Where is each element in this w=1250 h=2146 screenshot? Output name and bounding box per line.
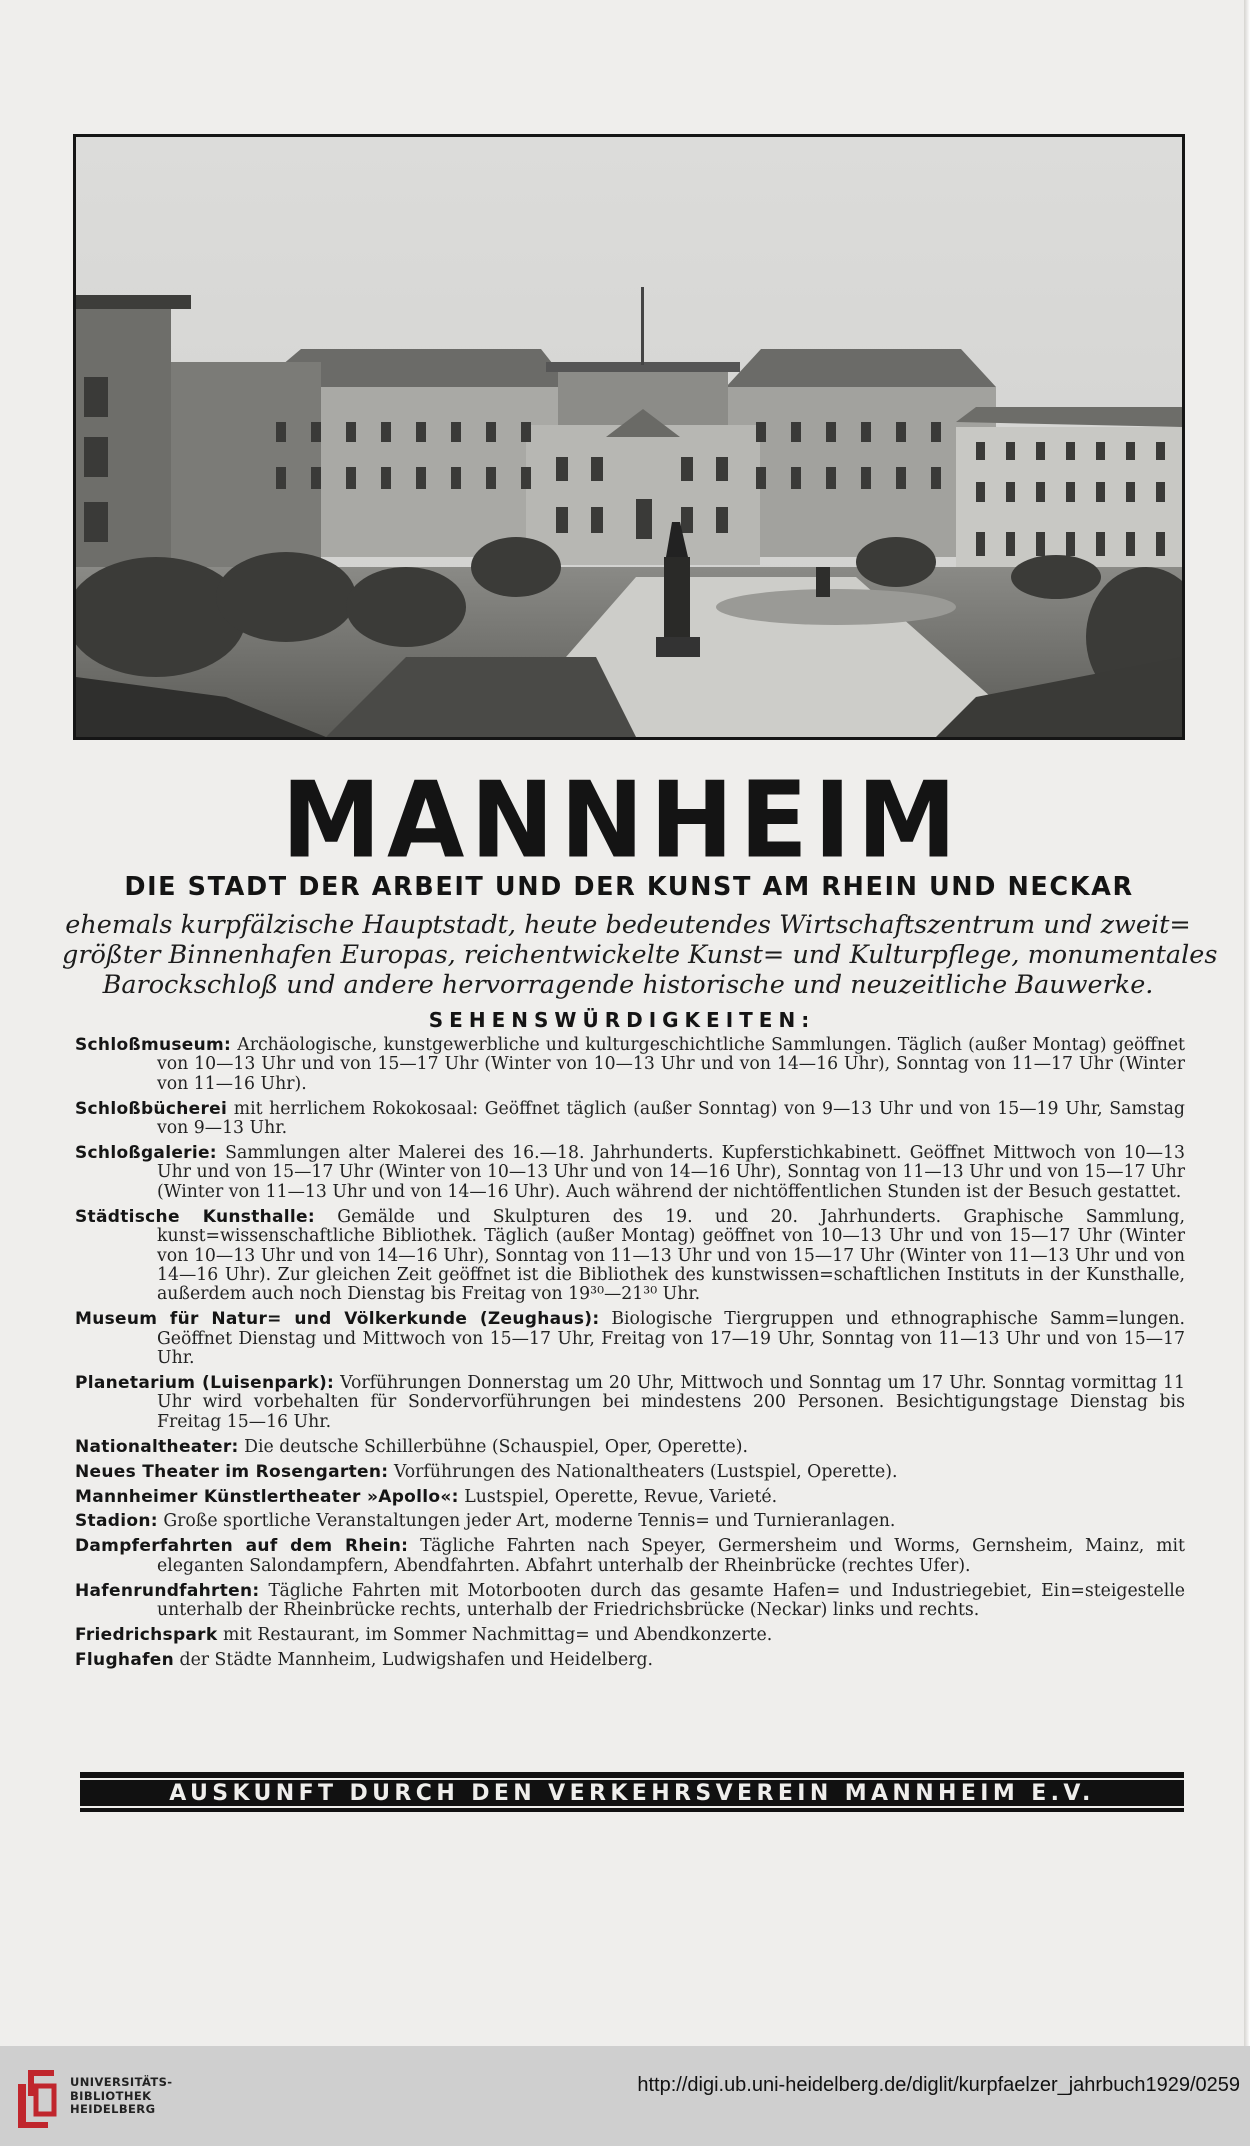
- intro-paragraph: [62, 910, 1218, 1000]
- intro-line: ehemals kurpfälzische Hauptstadt, heute bedeutendes Wirtschaftszentrum und zweit=: [65, 910, 1191, 940]
- list-item: [75, 1537, 1185, 1576]
- list-item: [75, 1374, 1185, 1432]
- entry-text: Tägliche Fahrten nach Speyer, Germersheim und Worms, Gernsheim, Mainz, mit eleganten Salondampfern, Abendfahrten. Abfahrt unterhalb der Rheinbrücke (rechtes Ufer).: [157, 1536, 1185, 1576]
- list-item: [75, 1144, 1185, 1202]
- library-logo-icon[interactable]: [14, 2066, 58, 2128]
- entry-name: Nationaltheater:: [75, 1436, 239, 1457]
- entry-name: Neues Theater im Rosengarten:: [75, 1461, 389, 1482]
- list-item: [75, 1651, 1185, 1670]
- entry-name: Mannheimer Künstlertheater »Apollo«:: [75, 1486, 459, 1507]
- info-banner: [80, 1772, 1184, 1812]
- entry-name: Schloßbücherei: [75, 1098, 228, 1119]
- entry-text: Biologische Tiergruppen und ethnographische Samm=lungen. Geöffnet Dienstag und Mittwoch von 15—17 Uhr, Freitag von 17—19 Uhr, Sonntag von 11—13 Uhr und von 15—17 Uhr.: [157, 1309, 1185, 1369]
- entry-name: Stadion:: [75, 1511, 158, 1532]
- list-item: [75, 1100, 1185, 1139]
- entry-name: Friedrichspark: [75, 1624, 218, 1645]
- page-edge: [1244, 0, 1250, 2046]
- entry-text: Lustspiel, Operette, Revue, Varieté.: [464, 1486, 778, 1507]
- city-title: MANNHEIM: [281, 759, 963, 882]
- sights-list: [75, 1036, 1185, 1676]
- entry-text: Große sportliche Veranstaltungen jeder Art, moderne Tennis= und Turnieranlagen.: [163, 1511, 896, 1532]
- entry-name: Dampferfahrten auf dem Rhein:: [75, 1536, 409, 1557]
- entry-name: Schloßgalerie:: [75, 1143, 217, 1164]
- entry-name: Flughafen: [75, 1649, 175, 1670]
- entry-name: Planetarium (Luisenpark):: [75, 1373, 335, 1393]
- entry-text: mit herrlichem Rokokosaal: Geöffnet täglich (außer Sonntag) von 9—13 Uhr und von 15—19 Uhr, Samstag von 9—13 Uhr.: [157, 1098, 1185, 1139]
- entry-text: Sammlungen alter Malerei des 16.—18. Jahrhunderts. Kupferstichkabinett. Geöffnet Mittwoch von 10—13 Uhr und von 15—17 Uhr (Winter von 10—13 Uhr und von 14—16 Uhr), Sonntag von 11—13 Uhr und von 15—17 Uhr (Winter von 11—13 Uhr und von 14—16 Uhr). Auch während der nichtöffentlichen Stunden ist der Besuch gestattet.: [157, 1143, 1185, 1202]
- list-item: [75, 1582, 1185, 1621]
- entry-name: Hafenrundfahrten:: [75, 1580, 260, 1601]
- entry-text: der Städte Mannheim, Ludwigshafen und Heidelberg.: [179, 1649, 654, 1670]
- library-name-line: BIBLIOTHEK: [70, 2088, 152, 2103]
- library-name: [70, 2076, 230, 2117]
- entry-name: Städtische Kunsthalle:: [75, 1206, 315, 1227]
- list-item: [75, 1208, 1185, 1305]
- intro-line: größter Binnenhafen Europas, reichentwickelte Kunst= und Kulturpflege, monumentales: [62, 940, 1218, 970]
- entry-text: Vorführungen des Nationaltheaters (Lustspiel, Operette).: [393, 1461, 898, 1482]
- list-item: [75, 1438, 1185, 1457]
- entry-text: Gemälde und Skulpturen des 19. und 20. Jahrhunderts. Graphische Sammlung, kunst=wissenschaftliche Bibliothek. Täglich (außer Montag) geöffnet von 10—13 Uhr und von 15—17 Uhr (Winter von 10—13 Uhr und von 14—16 Uhr), Sonntag von 11—13 Uhr und von 15—17 Uhr (Winter von 11—13 Uhr und von 14—16 Uhr). Zur gleichen Zeit geöffnet ist die Bibliothek des kunstwissen=schaftlichen Instituts in der Kunsthalle, außerdem auch noch Dienstag bis Freitag von 19³⁰—21³⁰ Uhr.: [157, 1206, 1185, 1305]
- palace-photograph: [73, 134, 1185, 740]
- list-item: [75, 1310, 1185, 1368]
- info-banner-text: AUSKUNFT DURCH DEN VERKEHRSVEREIN MANNHEIM E.V.: [80, 1778, 1184, 1808]
- entry-name: Museum für Natur= und Völkerkunde (Zeughaus):: [75, 1309, 600, 1330]
- tagline: DIE STADT DER ARBEIT UND DER KUNST AM RHEIN UND NECKAR: [124, 872, 1134, 902]
- entry-text: Tägliche Fahrten mit Motorbooten durch das gesamte Hafen= und Industriegebiet, Ein=steigestelle unterhalb der Rheinbrücke rechts, unterhalb der Friedrichsbrücke (Neckar) links und rechts.: [157, 1580, 1185, 1621]
- entry-text: Die deutsche Schillerbühne (Schauspiel, Oper, Operette).: [244, 1436, 748, 1457]
- list-item: [75, 1512, 1185, 1531]
- sights-heading: SEHENSWÜRDIGKEITEN:: [428, 1008, 816, 1032]
- library-name-line: UNIVERSITÄTS-: [70, 2075, 173, 2089]
- list-item: [75, 1036, 1185, 1094]
- entry-text: Archäologische, kunstgewerbliche und kulturgeschichtliche Sammlungen. Täglich (außer Montag) geöffnet von 10—13 Uhr und von 15—17 Uhr (Winter von 10—13 Uhr und von 14—16 Uhr), Sonntag von 11—17 Uhr (Winter von 11—16 Uhr).: [157, 1035, 1185, 1094]
- entry-name: Schloßmuseum:: [75, 1035, 232, 1055]
- list-item: [75, 1488, 1185, 1507]
- list-item: [75, 1463, 1185, 1482]
- intro-line: Barockschloß und andere hervorragende historische und neuzeitliche Bauwerke.: [102, 970, 1154, 1000]
- list-item: [75, 1626, 1185, 1645]
- entry-text: Vorführungen Donnerstag um 20 Uhr, Mittwoch und Sonntag um 17 Uhr. Sonntag vormittag 11 Uhr wird vorbehalten für Sondervorführungen bei mindestens 200 Personen. Besichtigungstage Dienstag bis Freitag 15—16 Uhr.: [157, 1373, 1185, 1432]
- source-url-link[interactable]: http://digi.ub.uni-heidelberg.de/diglit/kurpfaelzer_jahrbuch1929/0259: [637, 2074, 1240, 2096]
- entry-text: mit Restaurant, im Sommer Nachmittag= und Abendkonzerte.: [222, 1624, 773, 1645]
- library-name-line: HEIDELBERG: [70, 2102, 156, 2116]
